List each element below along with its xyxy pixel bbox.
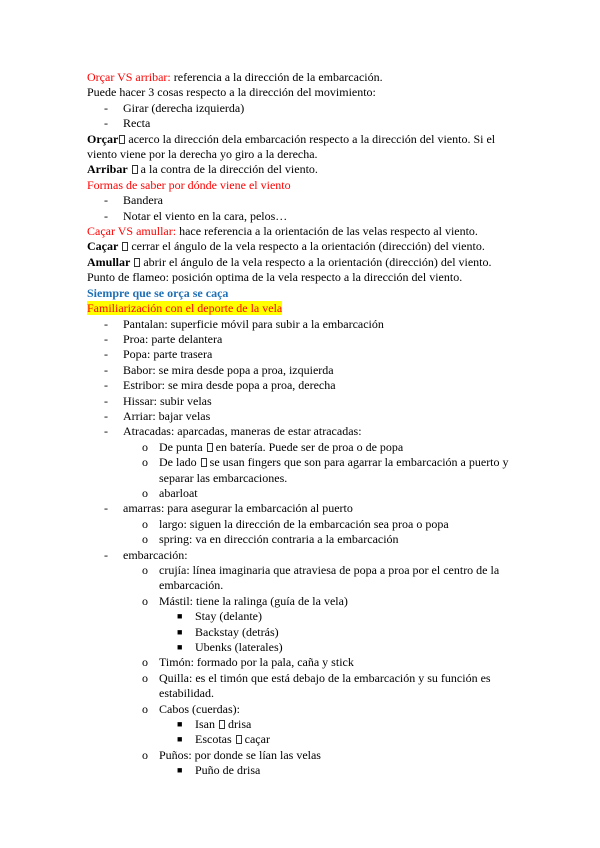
cacar-text: cerrar el ángulo de la vela respecto a la orientación (dirección) del viento.: [131, 239, 485, 254]
subsublist-item-text: Backstay (detrás): [195, 624, 279, 639]
list-item-text: Babor: se mira desde popa a proa, izquierda: [123, 362, 334, 377]
arrow-placeholder-icon: [134, 258, 140, 267]
dash-bullet: -: [104, 408, 108, 423]
square-bullet: ■: [177, 734, 183, 745]
dash-bullet: -: [104, 208, 108, 223]
amullar-text: abrir el ángulo de la vela respecto a la orientación (dirección) del viento.: [143, 254, 492, 269]
subsublist-item: [87, 732, 517, 747]
page-content: [87, 70, 517, 779]
sublist-item: [87, 486, 517, 501]
dash-bullet: -: [104, 331, 108, 346]
circle-bullet: o: [142, 563, 148, 577]
arrow-placeholder-icon: [119, 135, 125, 144]
sublist-item: [87, 563, 517, 594]
sublist-item-text: Timón: formado por la pala, caña y stick: [159, 655, 354, 670]
dash-bullet: -: [104, 547, 108, 562]
dash-bullet: -: [104, 424, 108, 439]
list-item: [87, 378, 517, 393]
sublist-item-text: en batería. Puede ser de proa o de popa: [215, 439, 404, 454]
movement-list: [87, 101, 517, 132]
subsublist-item-text: Stay (delante): [195, 609, 262, 624]
sublist-item: [87, 702, 517, 748]
circle-bullet: o: [142, 485, 148, 500]
list-item: [87, 409, 517, 424]
subsublist-item: [87, 717, 517, 732]
orcar-cacar-note: Siempre que se orça se caça: [87, 285, 229, 300]
circle-bullet: o: [142, 455, 148, 470]
list-item-text: Popa: parte trasera: [123, 347, 213, 362]
circle-bullet: o: [142, 532, 148, 547]
sublist-item-text: De lado: [159, 455, 197, 470]
amullar-definition: [87, 255, 517, 270]
list-item-text: Girar (derecha izquierda): [123, 100, 245, 115]
arrow-placeholder-icon: [132, 165, 138, 174]
arribar-term: Arribar: [87, 162, 128, 177]
arrow-placeholder-icon: [201, 458, 207, 467]
dash-bullet: -: [104, 116, 108, 131]
subsublist-item-text: Escotas: [195, 732, 232, 747]
sublist-item-text: largo: siguen la dirección de la embarcación sea proa o popa: [159, 516, 449, 531]
list-item-text: Arriar: bajar velas: [123, 408, 211, 423]
orcar-arribar-title: Orçar VS arribar:: [87, 70, 171, 84]
sublist-item: [87, 594, 517, 656]
square-bullet: ■: [177, 719, 183, 730]
cacar-definition: [87, 239, 517, 254]
orcar-term: Orçar: [87, 131, 119, 146]
circle-bullet: o: [142, 701, 148, 716]
list-item: [87, 116, 517, 131]
list-item-text: Proa: parte delantera: [123, 331, 223, 346]
circle-bullet: o: [142, 670, 148, 685]
sublist-item: [87, 532, 517, 547]
terminology-list: [87, 317, 517, 779]
circle-bullet: o: [142, 439, 148, 454]
cacar-amullar-title: Caçar VS amullar:: [87, 224, 177, 239]
sublist-item: [87, 655, 517, 670]
sublist-item-text: Puños: por donde se lían las velas: [159, 747, 321, 762]
amullar-term: Amullar: [87, 254, 131, 269]
cacar-amullar-desc: hace referencia a la orientación de las velas respecto al viento.: [176, 224, 478, 239]
dash-bullet: -: [104, 100, 108, 115]
list-item-text: amarras: para asegurar la embarcación al puerto: [123, 501, 353, 516]
list-item-text: Bandera: [123, 193, 163, 208]
flameo-definition: Punto de flameo: posición optima de la vela respecto a la dirección del viento.: [87, 270, 463, 285]
orcar-text: acerco la dirección dela embarcación respecto a la dirección del viento. Si el viento viene por la derecha yo giro a la derecha.: [87, 131, 496, 162]
list-item-embarcacion: [87, 548, 517, 779]
sublist-item-text: Quilla: es el timón que está debajo de la embarcación y su función es estabilidad.: [159, 670, 491, 701]
amarras-sublist: [87, 517, 517, 548]
sublist-item: [87, 748, 517, 779]
list-item-atracadas: [87, 424, 517, 501]
list-item: [87, 193, 517, 208]
list-item-amarras: [87, 501, 517, 547]
square-bullet: ■: [177, 642, 183, 653]
sublist-item-text: se usan fingers que son para agarrar la embarcación a puerto y separar las embarcaciones.: [159, 455, 509, 485]
list-item-text: Notar el viento en la cara, pelos…: [123, 208, 288, 223]
subsublist-item: [87, 609, 517, 624]
list-item-text: Atracadas: aparcadas, maneras de estar atracadas:: [123, 424, 362, 439]
sublist-item: [87, 517, 517, 532]
square-bullet: ■: [177, 611, 183, 622]
subsublist-item: [87, 763, 517, 778]
arribar-text: a la contra de la dirección del viento.: [140, 162, 318, 177]
subsublist-item-text: Isan: [195, 717, 215, 732]
dash-bullet: -: [104, 193, 108, 208]
sublist-item-text: spring: va en dirección contraria a la embarcación: [159, 532, 399, 547]
arrow-placeholder-icon: [207, 443, 213, 452]
dash-bullet: -: [104, 393, 108, 408]
list-item: [87, 332, 517, 347]
subsublist-item: [87, 625, 517, 640]
circle-bullet: o: [142, 747, 148, 762]
atracadas-sublist: [87, 440, 517, 502]
dash-bullet: -: [104, 501, 108, 516]
list-item: [87, 101, 517, 116]
list-item: [87, 317, 517, 332]
orcar-arribar-desc: referencia a la dirección de la embarcación.: [170, 70, 383, 84]
sublist-item-text: Cabos (cuerdas):: [159, 701, 240, 716]
list-item-text: Hissar: subir velas: [123, 393, 212, 408]
circle-bullet: o: [142, 516, 148, 531]
orcar-definition: [87, 132, 517, 163]
subsublist-item-text: caçar: [244, 732, 270, 747]
list-item: [87, 209, 517, 224]
list-item: [87, 347, 517, 362]
circle-bullet: o: [142, 593, 148, 608]
square-bullet: ■: [177, 626, 183, 637]
dash-bullet: -: [104, 362, 108, 377]
subsublist-item-text: Puño de drisa: [195, 763, 261, 778]
familiarizacion-title: Familiarización con el deporte de la vela: [87, 301, 283, 316]
sublist-item-text: Mástil: tiene la ralinga (guía de la vela): [159, 593, 348, 608]
list-item-text: Estribor: se mira desde popa a proa, derecha: [123, 378, 336, 393]
sublist-item-text: crujía: línea imaginaria que atraviesa de popa a proa por el centro de la embarcación.: [159, 563, 500, 593]
sublist-item: [87, 440, 517, 455]
sublist-item: [87, 671, 517, 702]
sublist-item: [87, 455, 517, 486]
subsublist-item: [87, 640, 517, 655]
arribar-definition: [87, 162, 517, 177]
circle-bullet: o: [142, 655, 148, 670]
square-bullet: ■: [177, 765, 183, 776]
familiarizacion-heading: [87, 301, 517, 316]
dash-bullet: -: [104, 316, 108, 331]
arrow-placeholder-icon: [236, 735, 242, 744]
cabos-sublist: [87, 717, 517, 748]
sublist-item-text: De punta: [159, 439, 203, 454]
subsublist-item-text: Ubenks (laterales): [195, 640, 283, 655]
cacar-term: Caçar: [87, 239, 119, 254]
punos-sublist: [87, 763, 517, 778]
orcar-arribar-heading: [87, 70, 517, 85]
subsublist-item-text: drisa: [228, 717, 252, 732]
list-item-text: Pantalan: superficie móvil para subir a la embarcación: [123, 316, 384, 331]
arrow-placeholder-icon: [122, 242, 128, 251]
embarcacion-sublist: [87, 563, 517, 779]
list-item-text: Recta: [123, 116, 151, 131]
dash-bullet: -: [104, 378, 108, 393]
wind-methods-list: [87, 193, 517, 224]
cacar-amullar-heading: [87, 224, 517, 239]
wind-direction-heading: Formas de saber por dónde viene el viento: [87, 177, 291, 192]
list-item: [87, 363, 517, 378]
list-item: [87, 394, 517, 409]
movement-intro: Puede hacer 3 cosas respecto a la dirección del movimiento:: [87, 85, 376, 100]
mastil-sublist: [87, 609, 517, 655]
list-item-text: embarcación:: [123, 547, 188, 562]
dash-bullet: -: [104, 347, 108, 362]
arrow-placeholder-icon: [219, 720, 225, 729]
sublist-item-text: abarloat: [159, 485, 198, 500]
